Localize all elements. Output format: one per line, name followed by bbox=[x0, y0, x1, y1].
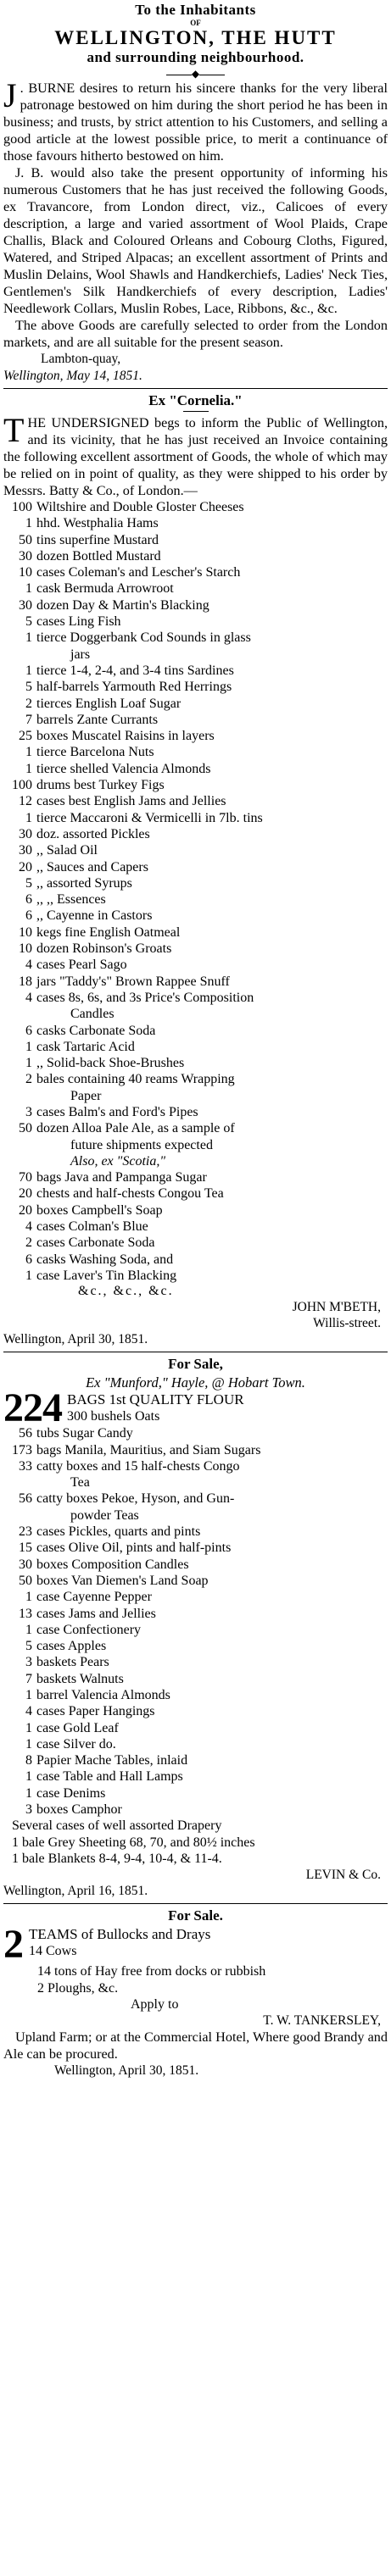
list-item bbox=[3, 1252, 388, 1268]
item-text: ,, Sauces and Capers bbox=[36, 859, 148, 874]
item-text: bags Java and Pampanga Sugar bbox=[36, 1170, 207, 1185]
item-quantity: 56 bbox=[19, 1426, 32, 1441]
item-quantity: 50 bbox=[19, 1121, 32, 1136]
list-item bbox=[3, 990, 388, 1006]
item-text: boxes Campbell's Soap bbox=[36, 1202, 163, 1218]
item-text: cases Paper Hangings bbox=[36, 1704, 155, 1719]
item-quantity: 56 bbox=[19, 1491, 32, 1507]
item-text: kegs fine English Oatmeal bbox=[36, 924, 181, 940]
item-text: case Silver do. bbox=[36, 1736, 116, 1752]
list-item bbox=[3, 1785, 388, 1802]
ad-title: For Sale, bbox=[168, 1356, 223, 1373]
item-text: cases 8s, 6s, and 3s Price's Composition bbox=[36, 990, 254, 1005]
item-quantity: 1 bbox=[25, 630, 32, 646]
signature-name: LEVIN & Co. bbox=[305, 1868, 381, 1883]
item-quantity: 1 bbox=[25, 663, 32, 678]
list-item bbox=[3, 1654, 388, 1670]
item-quantity: 30 bbox=[19, 1557, 32, 1572]
list-item bbox=[3, 891, 388, 908]
etc-line: &c., &c., &c. bbox=[78, 1284, 174, 1299]
item-text: Wiltshire and Double Gloster Cheeses bbox=[36, 500, 244, 514]
ad-paragraph: Upland Farm; or at the Commercial Hotel, Where good Brandy and Ale can be procured. bbox=[3, 2029, 388, 2062]
item-quantity: 33 bbox=[19, 1458, 32, 1474]
ad-heading-place: WELLINGTON, THE HUTT bbox=[54, 27, 337, 48]
item-text: Paper bbox=[70, 1088, 102, 1103]
item-text: baskets Pears bbox=[36, 1655, 109, 1670]
item-text: case Table and Hall Lamps bbox=[36, 1769, 183, 1785]
list-item bbox=[3, 810, 388, 826]
item-text: jars "Taddy's" Brown Rappee Snuff bbox=[36, 974, 230, 989]
list-item bbox=[3, 1104, 388, 1120]
item-quantity: 5 bbox=[25, 680, 32, 695]
goods-list bbox=[3, 499, 388, 1284]
lead-line: 2 Ploughs, &c. bbox=[37, 1980, 119, 1996]
item-quantity: 25 bbox=[19, 729, 32, 744]
list-item bbox=[3, 1202, 388, 1219]
item-text: boxes Muscatel Raisins in layers bbox=[36, 729, 215, 744]
advertisement-tankersley bbox=[3, 1907, 388, 2079]
item-quantity: 4 bbox=[25, 1704, 32, 1719]
list-item bbox=[3, 1425, 388, 1441]
item-quantity: 2 bbox=[25, 696, 32, 711]
item-text: cases Ling Fish bbox=[36, 614, 121, 630]
list-item bbox=[3, 1703, 388, 1719]
item-text: jars bbox=[70, 647, 91, 662]
list-item bbox=[3, 1687, 388, 1703]
ad-signature bbox=[3, 351, 388, 385]
item-text: baskets Walnuts bbox=[36, 1671, 124, 1686]
signature-date: Wellington, April 16, 1851. bbox=[3, 1884, 148, 1899]
item-text: ,, Salad Oil bbox=[36, 843, 98, 858]
list-item bbox=[3, 1507, 388, 1524]
item-quantity: 1 bbox=[25, 1769, 32, 1785]
list-item bbox=[3, 647, 388, 663]
list-item bbox=[3, 1120, 388, 1136]
list-item bbox=[3, 1524, 388, 1540]
signature-name: JOHN M'BETH, bbox=[292, 1300, 381, 1315]
drop-cap: T bbox=[3, 411, 25, 449]
list-item bbox=[3, 744, 388, 760]
item-quantity: 30 bbox=[19, 548, 32, 564]
list-item bbox=[3, 564, 388, 580]
list-item bbox=[3, 1039, 388, 1055]
item-text: Papier Mache Tables, inlaid bbox=[36, 1753, 188, 1768]
item-quantity: 3 bbox=[25, 1104, 32, 1119]
newspaper-column bbox=[0, 2, 391, 2079]
list-item bbox=[3, 1752, 388, 1768]
item-text: powder Teas bbox=[70, 1507, 139, 1523]
list-item bbox=[3, 1153, 388, 1169]
advertisement-mbeth bbox=[3, 392, 388, 1348]
item-quantity: 30 bbox=[19, 826, 32, 841]
item-quantity: 7 bbox=[25, 1671, 32, 1686]
item-text: barrels Zante Currants bbox=[36, 712, 159, 727]
item-quantity: 5 bbox=[25, 875, 32, 891]
list-item bbox=[3, 1137, 388, 1153]
goods-list bbox=[3, 1425, 388, 1818]
item-quantity: 2 bbox=[25, 1235, 32, 1251]
list-item bbox=[3, 1474, 388, 1491]
item-text: case Gold Leaf bbox=[36, 1720, 119, 1735]
list-item bbox=[3, 1442, 388, 1458]
tail-line: 1 bale Blankets 8-4, 9-4, 10-4, & 11-4. bbox=[12, 1851, 222, 1866]
item-text: casks Washing Soda, and bbox=[36, 1252, 174, 1267]
item-quantity: 1 bbox=[25, 761, 32, 776]
item-quantity: 1 bbox=[25, 810, 32, 825]
apply-line: Apply to bbox=[131, 1996, 179, 2012]
item-text: case Denims bbox=[36, 1785, 106, 1801]
list-item bbox=[3, 1573, 388, 1589]
item-text: cases Balm's and Ford's Pipes bbox=[36, 1104, 198, 1119]
big-number: 2 bbox=[3, 1926, 24, 1964]
item-quantity: 1 bbox=[25, 1785, 32, 1801]
item-text: dozen Robinson's Groats bbox=[36, 941, 172, 957]
item-text: dozen Alloa Pale Ale, as a sample of bbox=[36, 1121, 235, 1136]
list-item bbox=[3, 696, 388, 712]
item-quantity: 13 bbox=[19, 1606, 32, 1621]
item-text: cask Tartaric Acid bbox=[36, 1039, 135, 1054]
item-quantity: 4 bbox=[25, 958, 32, 973]
list-item bbox=[3, 941, 388, 957]
item-quantity: 1 bbox=[25, 1590, 32, 1605]
short-rule bbox=[183, 411, 209, 412]
list-item bbox=[3, 1720, 388, 1736]
tail-line: 1 bale Grey Sheeting 68, 70, and 80½ inches bbox=[12, 1835, 255, 1850]
list-item bbox=[3, 875, 388, 891]
ad-paragraph-text: . BURNE desires to return his sincere thanks for the very liberal patronage bestowed on him during the short period he has been in business; and trusts, by strict attention to his Customers, and selling a good article at the lowest possible price, to merit a continuance of those favours hitherto bestowed on him. bbox=[3, 80, 388, 164]
item-text: tierce Maccaroni & Vermicelli in 7lb. tins bbox=[36, 810, 263, 825]
item-quantity: 10 bbox=[19, 924, 32, 940]
item-quantity: 8 bbox=[25, 1753, 32, 1768]
list-item bbox=[3, 663, 388, 679]
item-quantity: 4 bbox=[25, 1219, 32, 1235]
item-quantity: 70 bbox=[19, 1170, 32, 1185]
ad-paragraph-text: HE UNDERSIGNED begs to inform the Public of Wellington, and its vicinity, that he has just received an Invoice containing the following excellent assortment of Goods, the whole of which may be relied on in point of quality, as they were shipped to his order by Messrs. Batty & Co., of London.— bbox=[3, 415, 388, 498]
item-quantity: 6 bbox=[25, 892, 32, 908]
list-item bbox=[3, 1088, 388, 1104]
ad-paragraph: J. B. would also take the present opportunity of informing his numerous Customers that he has just received the following Goods, ex Travancore, from London direct, viz., Calicoes of every description, a large and varied assortment of Wool Plaids, Crape Challis, Black and Coloured Orleans and Cobourg Cloths, Figured, Watered, and Striped Alpacas; an excellent assortment of Prints and Muslin Delains, Wool Shawls and Handkerchiefs, Ladies' Neck Ties, Gentlemen's Silk Handkerchiefs of every description, Ladies' Needlework Collars, Muslin Robes, Lace, Ribbons, &c., &c. bbox=[3, 165, 388, 316]
item-text: Candles bbox=[70, 1007, 115, 1022]
item-text: tierce shelled Valencia Almonds bbox=[36, 761, 211, 776]
list-item bbox=[3, 924, 388, 941]
ornament-divider: ◆ bbox=[3, 68, 388, 80]
item-quantity: 20 bbox=[19, 1186, 32, 1202]
ad-paragraph: The above Goods are carefully selected to order from the London markets, and are all suitable for the present season. bbox=[3, 318, 388, 350]
list-item bbox=[3, 1071, 388, 1087]
lead-line: 14 tons of Hay free from docks or rubbish bbox=[37, 1964, 266, 1979]
item-quantity: 15 bbox=[19, 1541, 32, 1556]
list-item bbox=[3, 613, 388, 630]
item-text: boxes Composition Candles bbox=[36, 1557, 189, 1572]
advertisement-levin bbox=[3, 1356, 388, 1900]
item-text: cases Carbonate Soda bbox=[36, 1235, 155, 1251]
item-quantity: 6 bbox=[25, 1023, 32, 1038]
item-text: catty boxes and 15 half-chests Congo bbox=[36, 1458, 240, 1474]
list-item bbox=[3, 1023, 388, 1039]
item-quantity: 20 bbox=[19, 859, 32, 874]
list-item bbox=[3, 1557, 388, 1573]
item-quantity: 18 bbox=[19, 974, 32, 989]
signature-date: Wellington, April 30, 1851. bbox=[54, 2063, 199, 2079]
signature-date: Wellington, May 14, 1851. bbox=[3, 369, 142, 383]
item-text: ,, assorted Syrups bbox=[36, 875, 132, 891]
list-item bbox=[3, 793, 388, 809]
list-item bbox=[3, 1055, 388, 1071]
item-text: tierce 1-4, 2-4, and 3-4 tins Sardines bbox=[36, 663, 234, 678]
item-quantity: 23 bbox=[19, 1524, 32, 1540]
item-text: cases Colman's Blue bbox=[36, 1219, 148, 1235]
item-text: tins superfine Mustard bbox=[36, 532, 159, 547]
item-text: ,, Cayenne in Castors bbox=[36, 908, 153, 924]
list-item bbox=[3, 1540, 388, 1556]
list-item bbox=[3, 1802, 388, 1818]
ad-lead bbox=[3, 1926, 388, 1963]
lead-line: TEAMS of Bullocks and Drays bbox=[29, 1926, 211, 1943]
list-item bbox=[3, 597, 388, 613]
item-quantity: 5 bbox=[25, 614, 32, 630]
item-quantity: 1 bbox=[25, 745, 32, 760]
list-item bbox=[3, 630, 388, 646]
list-item bbox=[3, 957, 388, 973]
column-rule bbox=[3, 1903, 388, 1904]
item-text: boxes Camphor bbox=[36, 1802, 122, 1818]
item-quantity: 100 bbox=[12, 778, 32, 793]
item-text: barrel Valencia Almonds bbox=[36, 1688, 170, 1702]
item-quantity: 1 bbox=[25, 1736, 32, 1752]
drop-cap: J bbox=[3, 76, 17, 114]
item-text: tierces English Loaf Sugar bbox=[36, 696, 182, 711]
item-text: cases Jams and Jellies bbox=[36, 1606, 156, 1621]
item-quantity: 6 bbox=[25, 908, 32, 924]
item-text: cask Bermuda Arrowroot bbox=[36, 581, 174, 597]
list-item bbox=[3, 1185, 388, 1202]
item-text: cases Olive Oil, pints and half-pints bbox=[36, 1541, 232, 1556]
item-text: cases Pearl Sago bbox=[36, 958, 127, 973]
list-item bbox=[3, 1638, 388, 1654]
tail-line: Several cases of well assorted Drapery bbox=[12, 1818, 222, 1834]
list-item bbox=[3, 1006, 388, 1022]
item-text: chests and half-chests Congou Tea bbox=[36, 1186, 224, 1202]
item-text: bales containing 40 reams Wrapping bbox=[36, 1072, 235, 1087]
signature-place: Willis-street. bbox=[313, 1316, 381, 1331]
list-item bbox=[3, 826, 388, 842]
item-quantity: 1 bbox=[25, 1056, 32, 1071]
item-text: tierce Barcelona Nuts bbox=[36, 745, 154, 760]
item-quantity: 7 bbox=[25, 712, 32, 727]
item-quantity: 173 bbox=[12, 1442, 32, 1457]
item-quantity: 20 bbox=[19, 1202, 32, 1218]
ad-subtitle: Ex "Munford," Hayle, @ Hobart Town. bbox=[86, 1374, 305, 1391]
item-text: cases best English Jams and Jellies bbox=[36, 794, 226, 809]
item-text: tierce Doggerbank Cod Sounds in glass bbox=[36, 630, 251, 646]
list-item bbox=[3, 1458, 388, 1474]
list-item bbox=[3, 1622, 388, 1638]
item-quantity: 10 bbox=[19, 565, 32, 580]
item-text: doz. assorted Pickles bbox=[36, 826, 150, 841]
signature-name: T. W. TANKERSLEY, bbox=[263, 2013, 381, 2029]
item-text: tubs Sugar Candy bbox=[36, 1426, 133, 1441]
item-text: ,, Solid-back Shoe-Brushes bbox=[36, 1056, 185, 1071]
list-item bbox=[3, 679, 388, 695]
item-text: case Cayenne Pepper bbox=[36, 1590, 152, 1605]
big-number: 224 bbox=[3, 1391, 62, 1426]
list-item bbox=[3, 777, 388, 793]
item-quantity: 6 bbox=[25, 1252, 32, 1267]
item-quantity: 30 bbox=[19, 843, 32, 858]
item-text: future shipments expected bbox=[70, 1137, 213, 1152]
item-quantity: 50 bbox=[19, 1573, 32, 1588]
item-quantity: 1 bbox=[25, 516, 32, 531]
item-text: Tea bbox=[70, 1475, 90, 1491]
item-quantity: 30 bbox=[19, 597, 32, 613]
item-text: case Laver's Tin Blacking bbox=[36, 1268, 177, 1283]
ad-heading-of: OF bbox=[190, 19, 201, 27]
list-item bbox=[3, 974, 388, 990]
list-item bbox=[3, 1169, 388, 1185]
list-item bbox=[3, 1736, 388, 1752]
list-item bbox=[3, 1768, 388, 1785]
item-quantity: 4 bbox=[25, 990, 32, 1005]
item-text: ,, ,, Essences bbox=[36, 892, 106, 908]
item-text: dozen Day & Martin's Blacking bbox=[36, 597, 209, 613]
item-text: cases Apples bbox=[36, 1639, 107, 1654]
list-item bbox=[3, 1671, 388, 1687]
item-text: case Confectionery bbox=[36, 1622, 142, 1637]
lead-line: 14 Cows bbox=[29, 1944, 77, 1959]
list-item bbox=[3, 1606, 388, 1622]
ad-heading-to: To the Inhabitants bbox=[135, 2, 256, 18]
lead-line: BAGS 1st QUALITY FLOUR bbox=[67, 1391, 244, 1408]
item-text: bags Manila, Mauritius, and Siam Sugars bbox=[36, 1442, 261, 1457]
list-item bbox=[3, 580, 388, 597]
item-text: drums best Turkey Figs bbox=[36, 778, 165, 793]
list-item bbox=[3, 548, 388, 564]
ad-heading-sub: and surrounding neighbourhood. bbox=[87, 49, 304, 65]
item-text: dozen Bottled Mustard bbox=[36, 548, 161, 564]
list-item bbox=[3, 499, 388, 515]
item-quantity: 3 bbox=[25, 1802, 32, 1818]
item-quantity: 100 bbox=[12, 500, 32, 514]
list-item bbox=[3, 728, 388, 744]
list-item bbox=[3, 859, 388, 875]
list-item bbox=[3, 1219, 388, 1235]
item-quantity: 5 bbox=[25, 1639, 32, 1654]
item-text: Also, ex "Scotia," bbox=[70, 1153, 166, 1169]
ad-title: For Sale. bbox=[168, 1907, 223, 1924]
list-item bbox=[3, 712, 388, 728]
list-item bbox=[3, 908, 388, 924]
signature-place: Lambton-quay, bbox=[41, 352, 121, 366]
ad-paragraph bbox=[3, 411, 388, 499]
item-quantity: 1 bbox=[25, 1268, 32, 1283]
item-text: cases Pickles, quarts and pints bbox=[36, 1524, 201, 1540]
list-item bbox=[3, 842, 388, 858]
item-quantity: 1 bbox=[25, 1720, 32, 1735]
list-item bbox=[3, 1589, 388, 1605]
item-quantity: 3 bbox=[25, 1655, 32, 1670]
item-quantity: 12 bbox=[19, 794, 32, 809]
list-item bbox=[3, 1491, 388, 1507]
list-item bbox=[3, 515, 388, 531]
list-item bbox=[3, 532, 388, 548]
item-quantity: 1 bbox=[25, 1688, 32, 1702]
item-quantity: 1 bbox=[25, 1039, 32, 1054]
item-text: half-barrels Yarmouth Red Herrings bbox=[36, 680, 232, 695]
item-quantity: 1 bbox=[25, 1622, 32, 1637]
item-quantity: 2 bbox=[25, 1072, 32, 1087]
column-rule bbox=[3, 388, 388, 389]
item-text: boxes Van Diemen's Land Soap bbox=[36, 1573, 209, 1588]
item-text: hhd. Westphalia Hams bbox=[36, 516, 159, 531]
signature-date: Wellington, April 30, 1851. bbox=[3, 1332, 148, 1347]
list-item bbox=[3, 761, 388, 777]
ad-lead bbox=[3, 1391, 388, 1425]
lead-line: 300 bushels Oats bbox=[67, 1409, 160, 1424]
advertisement-burne bbox=[3, 2, 388, 385]
item-quantity: 10 bbox=[19, 941, 32, 957]
item-text: cases Coleman's and Lescher's Starch bbox=[36, 565, 241, 580]
ad-paragraph bbox=[3, 76, 388, 164]
item-quantity: 1 bbox=[25, 581, 32, 597]
list-item bbox=[3, 1235, 388, 1251]
item-text: casks Carbonate Soda bbox=[36, 1023, 156, 1038]
item-text: catty boxes Pekoe, Hyson, and Gun- bbox=[36, 1491, 235, 1507]
list-item bbox=[3, 1268, 388, 1284]
item-quantity: 50 bbox=[19, 532, 32, 547]
ad-title: Ex "Cornelia." bbox=[148, 392, 243, 408]
